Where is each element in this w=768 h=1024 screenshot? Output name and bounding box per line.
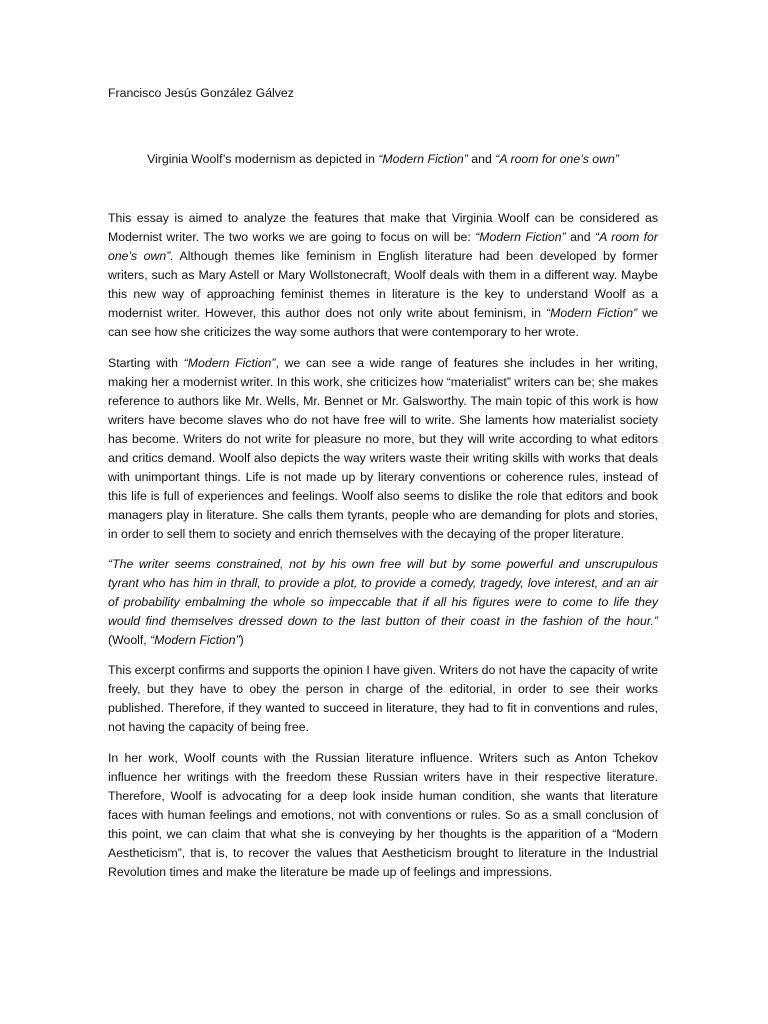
paragraph-modern-fiction [108, 354, 658, 544]
p1-text-c: Although themes like feminism in English literature had been developed by former writers, such as Mary Astell or Mary Wollstonecraft, Woolf deals with them in a different way. Maybe this new way of approaching feminist themes in literature is the key to understand Woolf as a modernist writer. However, this author does not only write about feminism, in [108, 249, 658, 320]
quote-cite-close: ) [239, 633, 244, 647]
paragraph-intro [108, 209, 658, 342]
title-prefix: Virginia Woolf’s modernism as depicted in [147, 152, 379, 166]
title-joiner: and [467, 152, 496, 166]
block-quote [108, 555, 658, 650]
paragraph-russian-influence: In her work, Woolf counts with the Russian literature influence. Writers such as Anton Tchekov influence her writings with the freedom these Russian writers have in their respective literature. Therefore, Woolf is advocating for a deep look inside human condition, she wants that literature faces with human feelings and emotions, not with conventions or rules. So as a small conclusion of this point, we can claim that what she is conveying by her thoughts is the apparition of a “Modern Aestheticism”, that is, to recover the values that Aestheticism brought to literature in the Industrial Revolution times and make the literature be made up of feelings and impressions. [108, 751, 658, 879]
author-name: Francisco Jesús González Gálvez [108, 86, 294, 100]
quote-cite-work: “Modern Fiction” [150, 633, 240, 647]
p2-text-a: Starting with [108, 356, 184, 370]
p2-italic-1: “Modern Fiction” [183, 356, 276, 370]
paragraph-excerpt-analysis: This excerpt confirms and supports the opinion I have given. Writers do not have the capacity of write freely, but they have to obey the person in charge of the editorial, in order to see their works published. Therefore, if they wanted to succeed in literature, they had to fit in conventions and rules, not having the capacity of being free. [108, 663, 658, 734]
quote-text: “The writer seems constrained, not by his own free will but by some powerful and unscrupulous tyrant who has him in thrall, to provide a plot, to provide a comedy, tragedy, love interest, and an air of probability embalming the whole so impeccable that if all his figures were to come to life they would find themselves dressed down to the last button of their coast in the fashion of the hour.” [108, 557, 658, 628]
p1-italic-2: “A room for one’s own”. [108, 230, 658, 263]
p1-italic-3: “Modern Fiction” [546, 306, 638, 320]
title-work-modern-fiction: “Modern Fiction” [378, 152, 468, 166]
p1-text-a: This essay is aimed to analyze the features that make that Virginia Woolf can be considered as Modernist writer. The two works we are going to focus on will be: [108, 211, 658, 244]
p1-text-b: and [565, 230, 595, 244]
title-work-room: “A room for one’s own” [495, 152, 619, 166]
essay-title [108, 150, 658, 169]
p1-italic-1: “Modern Fiction” [475, 230, 566, 244]
document-page [108, 84, 658, 882]
p1-text-d: we can see how she criticizes the way some authors that were contemporary to her wrote. [108, 306, 659, 339]
quote-cite-open: (Woolf, [108, 633, 151, 647]
p2-text-b: , we can see a wide range of features she includes in her writing, making her a modernist writer. In this work, she criticizes how “materialist” writers can be; she makes reference to authors like Mr. Wells, Mr. Bennet or Mr. Galsworthy. The main topic of this work is how writers have become slaves who do not have free will to write. She laments how materialist society has become. Writers do not write for pleasure no more, but they will write according to what editors and critics demand. Woolf also depicts the way writers waste their writing skills with works that deals with unimportant things. Life is not made up by literary conventions or coherence rules, instead of this life is full of experiences and feelings. Woolf also seems to dislike the role that editors and book managers play in literature. She calls them tyrants, people who are demanding for plots and stories, in order to sell them to society and enrich themselves with the decaying of the proper literature. [108, 356, 658, 541]
